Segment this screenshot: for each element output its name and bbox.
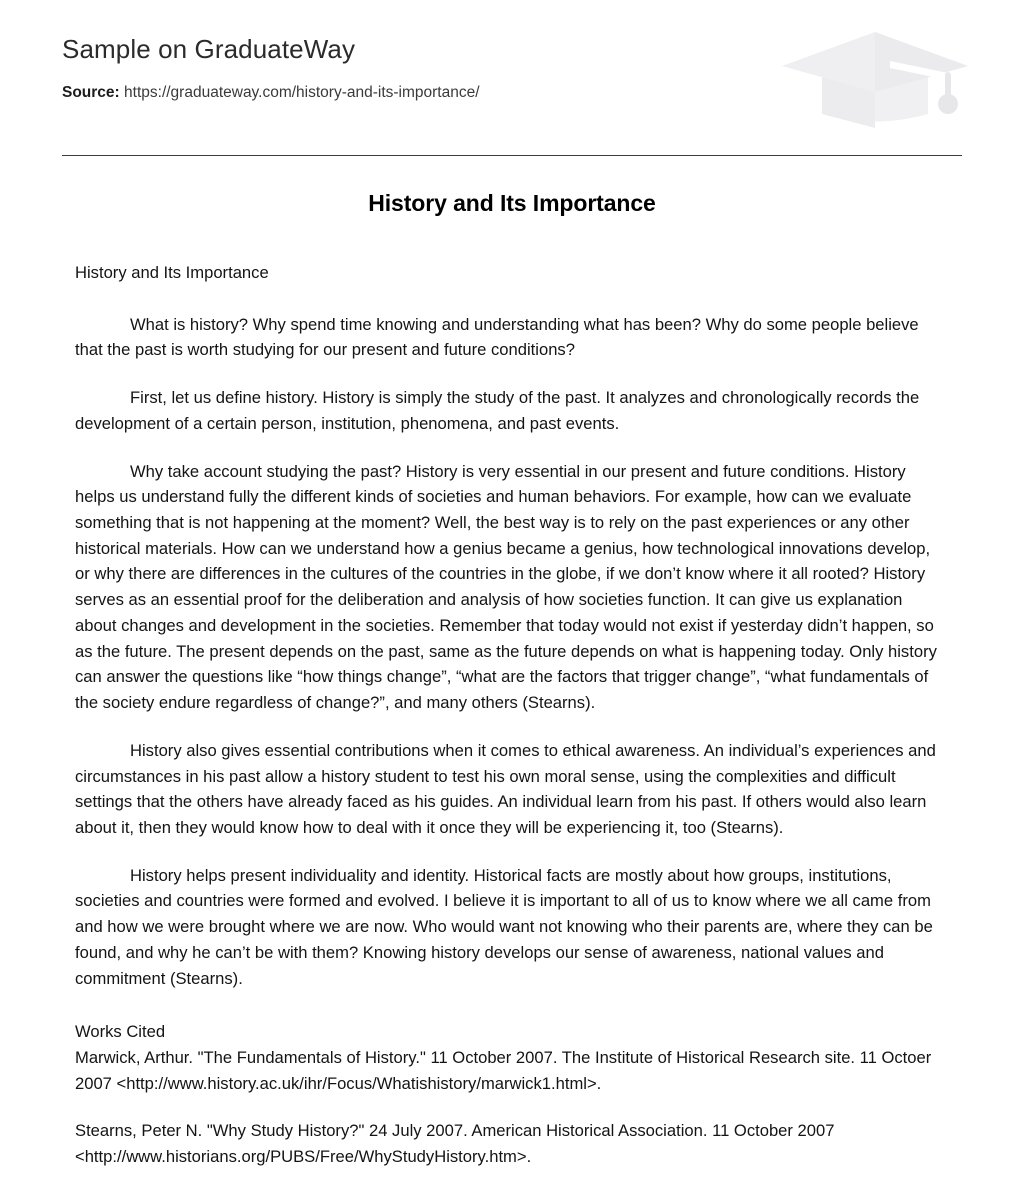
works-cited-section — [0, 1019, 1024, 1170]
document-inner-heading: History and Its Importance — [75, 263, 269, 282]
header-divider — [62, 155, 962, 156]
body-paragraph: History helps present individuality and identity. Historical facts are mostly about how groups, institutions, societies and countries were formed and evolved. I believe it is important to all of us to know where we all came from and how we were brought where we are now. Who would want not knowing who their parents are, where they can be found, and why he can’t be with them? Knowing history develops our sense of awareness, national values and commitment (Stearns). — [75, 865, 933, 988]
source-line — [62, 83, 962, 103]
works-cited-heading: Works Cited — [75, 1022, 166, 1042]
body-paragraph: First, let us define history. History is simply the study of the past. It analyzes and chronologically records the development of a certain person, institution, phenomena, and past events. — [75, 388, 920, 433]
body-paragraph: Why take account studying the past? History is very essential in our present and future conditions. History helps us understand fully the different kinds of societies and human behaviors. For example, how can we evaluate something that is not happening at the moment? Well, the best way is to rely on the past experiences or any other historical materials. How can we understand how a genius became a genius, how technological innovations develop, or why there are differences in the cultures of the countries in the globe, if we don’t know where it all rooted? History serves as an essential proof for the deliberation and analysis of how societies function. It can give us explanation about changes and development in the societies. Remember that today would not exist if yesterday didn’t happen, so as the future. The present depends on the past, same as the future depends on what is happening today. Only history can answer the questions like “how things change”, “what are the factors that trigger change”, “what fundamentals of the society endure regardless of change?”, and many others (Stearns). — [75, 461, 937, 713]
source-url[interactable]: https://graduateway.com/history-and-its-importance/ — [124, 84, 480, 102]
source-label: Source: — [62, 84, 120, 102]
works-cited-entry: Marwick, Arthur. "The Fundamentals of History." 11 October 2007. The Institute of Historical Research site. 11 Octoer 2007 <http://www.history.ac.uk/ihr/Focus/Whatishistory/marwick1.html>. — [75, 1047, 932, 1093]
document-body — [0, 260, 1024, 991]
brand-title: Sample on GraduateWay — [62, 34, 356, 64]
body-paragraph: History also gives essential contributions when it comes to ethical awareness. An individual’s experiences and circumstances in his past allow a history student to test his own moral sense, using the complexities and difficult settings that the others have already faced as his guides. An individual learn from his past. If others would also learn about it, then they would know how to deal with it once they will be experiencing it, too (Stearns). — [75, 740, 936, 837]
site-header — [0, 0, 1024, 128]
page-title: History and Its Importance — [368, 190, 656, 216]
works-cited-entry: Stearns, Peter N. "Why Study History?" 24 July 2007. American Historical Association. 11 October 2007 <http://www.historians.org/PUBS/Free/WhyStudyHistory.htm>. — [75, 1121, 835, 1167]
body-paragraph: What is history? Why spend time knowing and understanding what has been? Why do some people believe that the past is worth studying for our present and future conditions? — [75, 314, 919, 360]
